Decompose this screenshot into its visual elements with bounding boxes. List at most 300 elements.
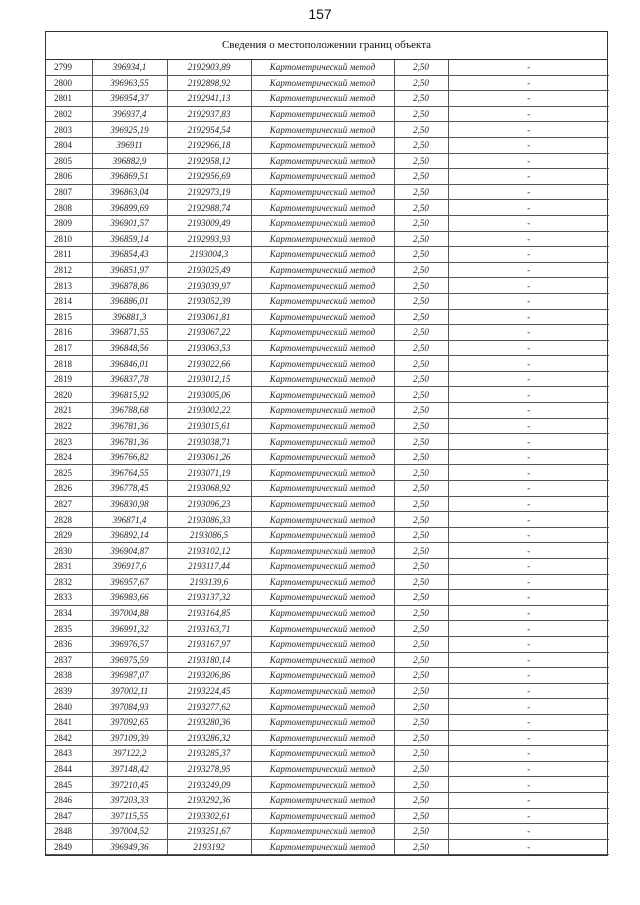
y-coordinate: 2192956,69 — [167, 169, 251, 185]
y-coordinate: 2193102,12 — [167, 543, 251, 559]
y-coordinate: 2193052,39 — [167, 293, 251, 309]
table-row — [46, 231, 609, 247]
point-number: 2820 — [46, 387, 92, 403]
description-cell: - — [448, 808, 609, 824]
table-row — [46, 449, 609, 465]
description-cell: - — [448, 75, 609, 91]
table-row — [46, 481, 609, 497]
point-number: 2830 — [46, 543, 92, 559]
point-number: 2832 — [46, 574, 92, 590]
method-cell: Картометрический метод — [251, 621, 394, 637]
description-cell: - — [448, 434, 609, 450]
x-coordinate: 396815,92 — [92, 387, 167, 403]
point-number: 2821 — [46, 403, 92, 419]
y-coordinate: 2193038,71 — [167, 434, 251, 450]
x-coordinate: 396766,82 — [92, 449, 167, 465]
table-row — [46, 387, 609, 403]
x-coordinate: 397002,11 — [92, 683, 167, 699]
precision-cell: 2,50 — [394, 824, 448, 840]
precision-cell: 2,50 — [394, 449, 448, 465]
point-number: 2834 — [46, 605, 92, 621]
x-coordinate: 396963,55 — [92, 75, 167, 91]
method-cell: Картометрический метод — [251, 106, 394, 122]
precision-cell: 2,50 — [394, 137, 448, 153]
y-coordinate: 2193224,45 — [167, 683, 251, 699]
x-coordinate: 396957,67 — [92, 574, 167, 590]
x-coordinate: 396846,01 — [92, 356, 167, 372]
x-coordinate: 396781,36 — [92, 434, 167, 450]
x-coordinate: 396987,07 — [92, 668, 167, 684]
table-row — [46, 278, 609, 294]
table-title: Сведения о местоположении границ объекта — [46, 32, 607, 60]
description-cell: - — [448, 262, 609, 278]
precision-cell: 2,50 — [394, 153, 448, 169]
point-number: 2824 — [46, 449, 92, 465]
description-cell: - — [448, 278, 609, 294]
y-coordinate: 2193292,36 — [167, 792, 251, 808]
method-cell: Картометрический метод — [251, 574, 394, 590]
description-cell: - — [448, 777, 609, 793]
point-number: 2833 — [46, 590, 92, 606]
x-coordinate: 397203,33 — [92, 792, 167, 808]
precision-cell: 2,50 — [394, 761, 448, 777]
precision-cell: 2,50 — [394, 169, 448, 185]
point-number: 2808 — [46, 200, 92, 216]
method-cell: Картометрический метод — [251, 231, 394, 247]
y-coordinate: 2193096,23 — [167, 496, 251, 512]
table-row — [46, 792, 609, 808]
description-cell: - — [448, 714, 609, 730]
y-coordinate: 2193086,5 — [167, 527, 251, 543]
method-cell: Картометрический метод — [251, 824, 394, 840]
x-coordinate: 397084,93 — [92, 699, 167, 715]
precision-cell: 2,50 — [394, 730, 448, 746]
method-cell: Картометрический метод — [251, 356, 394, 372]
x-coordinate: 396886,01 — [92, 293, 167, 309]
precision-cell: 2,50 — [394, 434, 448, 450]
y-coordinate: 2192973,19 — [167, 184, 251, 200]
point-number: 2822 — [46, 418, 92, 434]
table-row — [46, 434, 609, 450]
description-cell: - — [448, 340, 609, 356]
x-coordinate: 396976,57 — [92, 636, 167, 652]
table-row — [46, 730, 609, 746]
precision-cell: 2,50 — [394, 371, 448, 387]
description-cell: - — [448, 574, 609, 590]
point-number: 2819 — [46, 371, 92, 387]
table-row — [46, 122, 609, 138]
point-number: 2831 — [46, 559, 92, 575]
point-number: 2828 — [46, 512, 92, 528]
method-cell: Картометрический метод — [251, 839, 394, 855]
x-coordinate: 396848,56 — [92, 340, 167, 356]
y-coordinate: 2193286,32 — [167, 730, 251, 746]
point-number: 2806 — [46, 169, 92, 185]
method-cell: Картометрический метод — [251, 60, 394, 75]
point-number: 2835 — [46, 621, 92, 637]
table-row — [46, 621, 609, 637]
precision-cell: 2,50 — [394, 808, 448, 824]
description-cell: - — [448, 153, 609, 169]
y-coordinate: 2193251,67 — [167, 824, 251, 840]
point-number: 2805 — [46, 153, 92, 169]
point-number: 2800 — [46, 75, 92, 91]
point-number: 2845 — [46, 777, 92, 793]
precision-cell: 2,50 — [394, 356, 448, 372]
description-cell: - — [448, 792, 609, 808]
method-cell: Картометрический метод — [251, 371, 394, 387]
description-cell: - — [448, 496, 609, 512]
table-row — [46, 371, 609, 387]
y-coordinate: 2192898,92 — [167, 75, 251, 91]
method-cell: Картометрический метод — [251, 761, 394, 777]
method-cell: Картометрический метод — [251, 278, 394, 294]
point-number: 2815 — [46, 309, 92, 325]
x-coordinate: 396917,6 — [92, 559, 167, 575]
precision-cell: 2,50 — [394, 418, 448, 434]
point-number: 2839 — [46, 683, 92, 699]
y-coordinate: 2192988,74 — [167, 200, 251, 216]
precision-cell: 2,50 — [394, 714, 448, 730]
table-row — [46, 356, 609, 372]
precision-cell: 2,50 — [394, 590, 448, 606]
y-coordinate: 2192903,89 — [167, 60, 251, 75]
y-coordinate: 2192954,54 — [167, 122, 251, 138]
description-cell: - — [448, 91, 609, 107]
method-cell: Картометрический метод — [251, 449, 394, 465]
precision-cell: 2,50 — [394, 106, 448, 122]
precision-cell: 2,50 — [394, 403, 448, 419]
precision-cell: 2,50 — [394, 652, 448, 668]
precision-cell: 2,50 — [394, 215, 448, 231]
x-coordinate: 396881,3 — [92, 309, 167, 325]
description-cell: - — [448, 325, 609, 341]
y-coordinate: 2193015,61 — [167, 418, 251, 434]
method-cell: Картометрический метод — [251, 496, 394, 512]
y-coordinate: 2193067,22 — [167, 325, 251, 341]
table-row — [46, 184, 609, 200]
y-coordinate: 2193277,62 — [167, 699, 251, 715]
description-cell: - — [448, 60, 609, 75]
precision-cell: 2,50 — [394, 605, 448, 621]
table-row — [46, 746, 609, 762]
y-coordinate: 2193022,66 — [167, 356, 251, 372]
description-cell: - — [448, 309, 609, 325]
method-cell: Картометрический метод — [251, 309, 394, 325]
point-number: 2838 — [46, 668, 92, 684]
precision-cell: 2,50 — [394, 122, 448, 138]
table-row — [46, 824, 609, 840]
description-cell: - — [448, 636, 609, 652]
precision-cell: 2,50 — [394, 512, 448, 528]
description-cell: - — [448, 730, 609, 746]
table-row — [46, 293, 609, 309]
y-coordinate: 2193005,06 — [167, 387, 251, 403]
x-coordinate: 397210,45 — [92, 777, 167, 793]
x-coordinate: 396788,68 — [92, 403, 167, 419]
y-coordinate: 2193004,3 — [167, 247, 251, 263]
x-coordinate: 396863,04 — [92, 184, 167, 200]
description-cell: - — [448, 169, 609, 185]
x-coordinate: 396937,4 — [92, 106, 167, 122]
method-cell: Картометрический метод — [251, 808, 394, 824]
y-coordinate: 2193302,61 — [167, 808, 251, 824]
precision-cell: 2,50 — [394, 278, 448, 294]
table-row — [46, 590, 609, 606]
precision-cell: 2,50 — [394, 465, 448, 481]
description-cell: - — [448, 527, 609, 543]
precision-cell: 2,50 — [394, 387, 448, 403]
table-row — [46, 543, 609, 559]
point-number: 2843 — [46, 746, 92, 762]
point-number: 2802 — [46, 106, 92, 122]
description-cell: - — [448, 200, 609, 216]
y-coordinate: 2193137,32 — [167, 590, 251, 606]
x-coordinate: 396778,45 — [92, 481, 167, 497]
table-row — [46, 418, 609, 434]
x-coordinate: 396859,14 — [92, 231, 167, 247]
method-cell: Картометрический метод — [251, 512, 394, 528]
table-row — [46, 761, 609, 777]
precision-cell: 2,50 — [394, 340, 448, 356]
point-number: 2825 — [46, 465, 92, 481]
x-coordinate: 396764,55 — [92, 465, 167, 481]
point-number: 2799 — [46, 60, 92, 75]
y-coordinate: 2193086,33 — [167, 512, 251, 528]
table-row — [46, 605, 609, 621]
description-cell: - — [448, 418, 609, 434]
point-number: 2826 — [46, 481, 92, 497]
point-number: 2817 — [46, 340, 92, 356]
method-cell: Картометрический метод — [251, 792, 394, 808]
x-coordinate: 396983,66 — [92, 590, 167, 606]
table-row — [46, 496, 609, 512]
y-coordinate: 2193278,95 — [167, 761, 251, 777]
y-coordinate: 2193002,22 — [167, 403, 251, 419]
method-cell: Картометрический метод — [251, 215, 394, 231]
precision-cell: 2,50 — [394, 621, 448, 637]
method-cell: Картометрический метод — [251, 652, 394, 668]
y-coordinate: 2193068,92 — [167, 481, 251, 497]
description-cell: - — [448, 403, 609, 419]
description-cell: - — [448, 621, 609, 637]
x-coordinate: 396854,43 — [92, 247, 167, 263]
point-number: 2812 — [46, 262, 92, 278]
point-number: 2823 — [46, 434, 92, 450]
y-coordinate: 2193061,81 — [167, 309, 251, 325]
method-cell: Картометрический метод — [251, 683, 394, 699]
y-coordinate: 2193192 — [167, 839, 251, 855]
description-cell: - — [448, 387, 609, 403]
method-cell: Картометрический метод — [251, 543, 394, 559]
point-number: 2846 — [46, 792, 92, 808]
precision-cell: 2,50 — [394, 543, 448, 559]
method-cell: Картометрический метод — [251, 434, 394, 450]
method-cell: Картометрический метод — [251, 122, 394, 138]
description-cell: - — [448, 605, 609, 621]
method-cell: Картометрический метод — [251, 559, 394, 575]
point-number: 2848 — [46, 824, 92, 840]
precision-cell: 2,50 — [394, 309, 448, 325]
description-cell: - — [448, 590, 609, 606]
coordinates-table — [46, 60, 609, 855]
y-coordinate: 2193164,85 — [167, 605, 251, 621]
precision-cell: 2,50 — [394, 91, 448, 107]
y-coordinate: 2193285,37 — [167, 746, 251, 762]
y-coordinate: 2193167,97 — [167, 636, 251, 652]
method-cell: Картометрический метод — [251, 714, 394, 730]
description-cell: - — [448, 184, 609, 200]
table-row — [46, 777, 609, 793]
table-row — [46, 683, 609, 699]
table-row — [46, 527, 609, 543]
description-cell: - — [448, 824, 609, 840]
x-coordinate: 397115,55 — [92, 808, 167, 824]
point-number: 2809 — [46, 215, 92, 231]
y-coordinate: 2193163,71 — [167, 621, 251, 637]
y-coordinate: 2193139,6 — [167, 574, 251, 590]
precision-cell: 2,50 — [394, 262, 448, 278]
precision-cell: 2,50 — [394, 184, 448, 200]
x-coordinate: 396878,86 — [92, 278, 167, 294]
description-cell: - — [448, 699, 609, 715]
point-number: 2816 — [46, 325, 92, 341]
description-cell: - — [448, 746, 609, 762]
table-row — [46, 169, 609, 185]
method-cell: Картометрический метод — [251, 75, 394, 91]
description-cell: - — [448, 683, 609, 699]
precision-cell: 2,50 — [394, 574, 448, 590]
x-coordinate: 396925,19 — [92, 122, 167, 138]
x-coordinate: 397109,39 — [92, 730, 167, 746]
point-number: 2836 — [46, 636, 92, 652]
table-row — [46, 512, 609, 528]
y-coordinate: 2193071,19 — [167, 465, 251, 481]
point-number: 2844 — [46, 761, 92, 777]
x-coordinate: 396781,36 — [92, 418, 167, 434]
page-number: 157 — [308, 6, 332, 22]
x-coordinate: 396911 — [92, 137, 167, 153]
method-cell: Картометрический метод — [251, 746, 394, 762]
description-cell: - — [448, 668, 609, 684]
x-coordinate: 397004,88 — [92, 605, 167, 621]
y-coordinate: 2192941,13 — [167, 91, 251, 107]
x-coordinate: 396830,98 — [92, 496, 167, 512]
description-cell: - — [448, 559, 609, 575]
point-number: 2811 — [46, 247, 92, 263]
x-coordinate: 396871,55 — [92, 325, 167, 341]
precision-cell: 2,50 — [394, 839, 448, 855]
y-coordinate: 2193280,36 — [167, 714, 251, 730]
precision-cell: 2,50 — [394, 325, 448, 341]
point-number: 2849 — [46, 839, 92, 855]
point-number: 2827 — [46, 496, 92, 512]
x-coordinate: 397092,65 — [92, 714, 167, 730]
precision-cell: 2,50 — [394, 200, 448, 216]
table-row — [46, 714, 609, 730]
precision-cell: 2,50 — [394, 699, 448, 715]
description-cell: - — [448, 761, 609, 777]
precision-cell: 2,50 — [394, 527, 448, 543]
method-cell: Картометрический метод — [251, 137, 394, 153]
point-number: 2837 — [46, 652, 92, 668]
table-row — [46, 106, 609, 122]
y-coordinate: 2193061,26 — [167, 449, 251, 465]
method-cell: Картометрический метод — [251, 481, 394, 497]
x-coordinate: 396901,57 — [92, 215, 167, 231]
point-number: 2814 — [46, 293, 92, 309]
x-coordinate: 396904,87 — [92, 543, 167, 559]
precision-cell: 2,50 — [394, 481, 448, 497]
precision-cell: 2,50 — [394, 636, 448, 652]
method-cell: Картометрический метод — [251, 91, 394, 107]
table-row — [46, 200, 609, 216]
description-cell: - — [448, 137, 609, 153]
table-row — [46, 60, 609, 75]
table-row — [46, 699, 609, 715]
description-cell: - — [448, 122, 609, 138]
x-coordinate: 396991,32 — [92, 621, 167, 637]
table-body — [46, 60, 609, 855]
precision-cell: 2,50 — [394, 777, 448, 793]
x-coordinate: 396837,78 — [92, 371, 167, 387]
method-cell: Картометрический метод — [251, 527, 394, 543]
boundary-table — [45, 31, 608, 856]
table-row — [46, 340, 609, 356]
point-number: 2818 — [46, 356, 92, 372]
x-coordinate: 396949,36 — [92, 839, 167, 855]
x-coordinate: 397148,42 — [92, 761, 167, 777]
x-coordinate: 396934,1 — [92, 60, 167, 75]
table-row — [46, 574, 609, 590]
table-row — [46, 325, 609, 341]
description-cell: - — [448, 512, 609, 528]
precision-cell: 2,50 — [394, 496, 448, 512]
description-cell: - — [448, 247, 609, 263]
description-cell: - — [448, 465, 609, 481]
method-cell: Картометрический метод — [251, 699, 394, 715]
table-row — [46, 75, 609, 91]
description-cell: - — [448, 652, 609, 668]
y-coordinate: 2192958,12 — [167, 153, 251, 169]
point-number: 2841 — [46, 714, 92, 730]
table-row — [46, 91, 609, 107]
x-coordinate: 396882,9 — [92, 153, 167, 169]
description-cell: - — [448, 839, 609, 855]
method-cell: Картометрический метод — [251, 590, 394, 606]
table-row — [46, 247, 609, 263]
point-number: 2842 — [46, 730, 92, 746]
y-coordinate: 2193012,15 — [167, 371, 251, 387]
x-coordinate: 396954,37 — [92, 91, 167, 107]
method-cell: Картометрический метод — [251, 247, 394, 263]
method-cell: Картометрический метод — [251, 262, 394, 278]
table-row — [46, 403, 609, 419]
y-coordinate: 2193063,53 — [167, 340, 251, 356]
precision-cell: 2,50 — [394, 293, 448, 309]
method-cell: Картометрический метод — [251, 387, 394, 403]
x-coordinate: 396899,69 — [92, 200, 167, 216]
table-row — [46, 262, 609, 278]
precision-cell: 2,50 — [394, 746, 448, 762]
table-row — [46, 652, 609, 668]
precision-cell: 2,50 — [394, 247, 448, 263]
description-cell: - — [448, 231, 609, 247]
method-cell: Картометрический метод — [251, 293, 394, 309]
y-coordinate: 2193249,09 — [167, 777, 251, 793]
method-cell: Картометрический метод — [251, 200, 394, 216]
precision-cell: 2,50 — [394, 668, 448, 684]
